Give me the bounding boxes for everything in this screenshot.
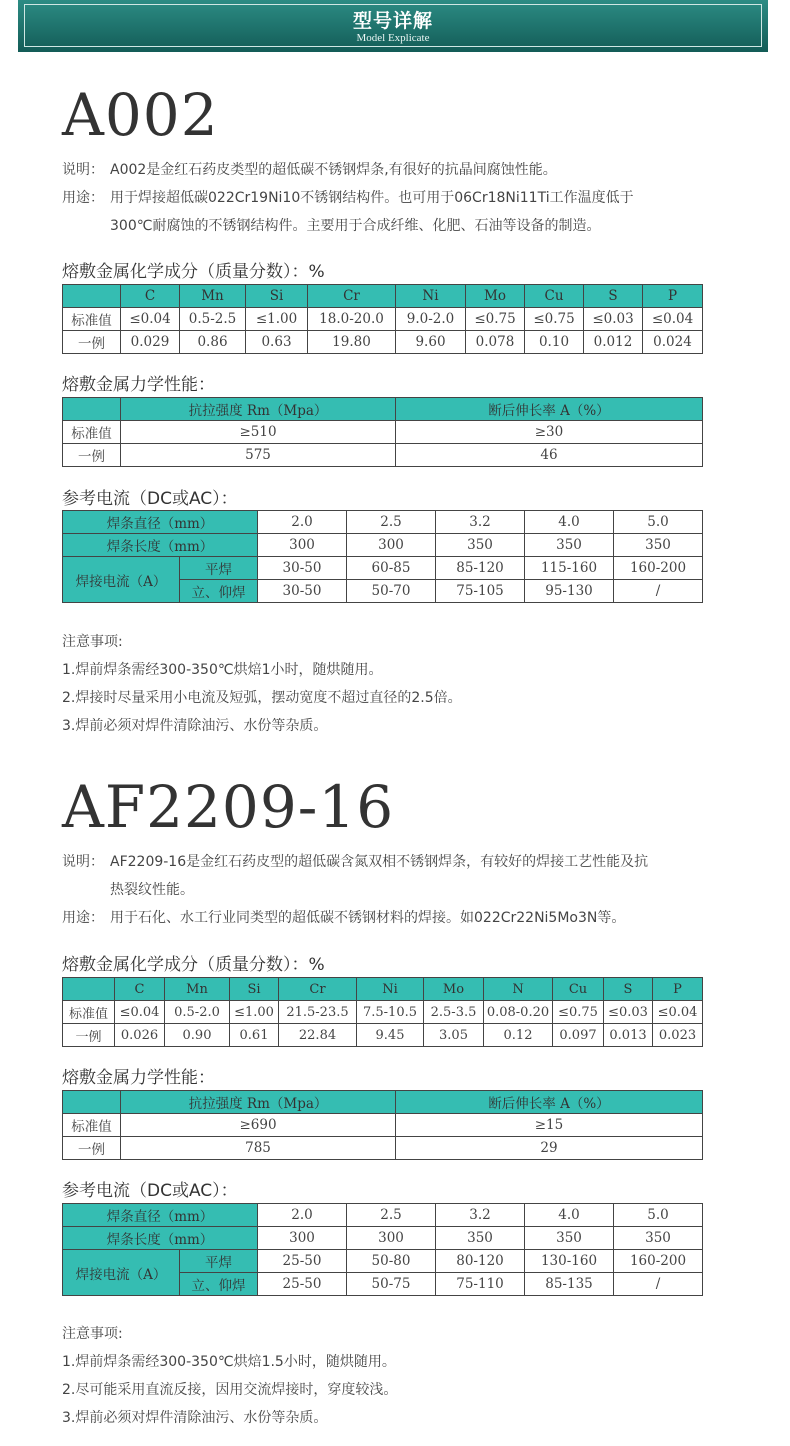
current-cell: 5.0 <box>614 511 703 534</box>
chem-header: C <box>121 285 180 308</box>
mech-table <box>62 1090 703 1160</box>
mech-header-row <box>63 1091 703 1114</box>
chem-cell: ≤0.75 <box>466 308 525 331</box>
current-title: 参考电流（DC或AC）： <box>62 489 238 509</box>
chem-cell: 9.0-2.0 <box>396 308 466 331</box>
chem-header: Mo <box>466 285 525 308</box>
chem-cell: 0.63 <box>246 331 308 354</box>
chem-table <box>62 284 703 354</box>
chem-header: Mn <box>165 978 230 1001</box>
current-cell: 350 <box>525 1227 614 1250</box>
chem-header: P <box>653 978 703 1001</box>
chem-cell: 一例 <box>63 1024 115 1047</box>
chem-cell: 0.078 <box>466 331 525 354</box>
chem-cell: 标准值 <box>63 1001 115 1024</box>
current-cell: 3.2 <box>436 1204 525 1227</box>
mech-header: 断后伸长率 A（%） <box>396 1091 703 1114</box>
notes <box>62 1320 397 1432</box>
current-cell: 160-200 <box>614 1250 703 1273</box>
table-row <box>63 444 703 467</box>
mech-cell: 29 <box>396 1137 703 1160</box>
chem-header-row <box>63 285 703 308</box>
table-row <box>63 331 703 354</box>
notes-title: 注意事项: <box>62 634 123 650</box>
chem-cell: 0.5-2.0 <box>165 1001 230 1024</box>
current-cell: / <box>614 580 703 603</box>
use-label: 用途： <box>62 190 104 206</box>
mech-cell: ≥15 <box>396 1114 703 1137</box>
chem-cell: 0.90 <box>165 1024 230 1047</box>
current-cell: 4.0 <box>525 511 614 534</box>
current-cell: 350 <box>436 534 525 557</box>
current-cell: 350 <box>614 534 703 557</box>
current-cell: 300 <box>258 534 347 557</box>
chem-cell: ≤1.00 <box>246 308 308 331</box>
chem-cell: ≤0.04 <box>121 308 180 331</box>
section-banner <box>18 0 768 52</box>
use-text-2: 300℃耐腐蚀的不锈钢结构件。主要用于合成纤维、化肥、石油等设备的制造。 <box>110 218 601 234</box>
current-cell: 350 <box>436 1227 525 1250</box>
note-item: 3.焊前必须对焊件清除油污、水份等杂质。 <box>62 1410 328 1426</box>
chem-cell: 9.60 <box>396 331 466 354</box>
chem-header <box>63 285 121 308</box>
desc-label: 说明： <box>62 162 104 178</box>
mech-cell: 46 <box>396 444 703 467</box>
chem-cell: 一例 <box>63 331 121 354</box>
desc-text: A002是金红石药皮类型的超低碳不锈钢焊条,有很好的抗晶间腐蚀性能。 <box>110 162 557 178</box>
table-row <box>63 1001 703 1024</box>
current-cell: 50-75 <box>347 1273 436 1296</box>
mech-cell: ≥510 <box>121 421 396 444</box>
note-item: 1.焊前焊条需经300-350℃烘焙1.5小时，随烘随用。 <box>62 1354 396 1370</box>
table-row <box>63 557 703 580</box>
current-row-label: 焊接电流（A） <box>63 557 180 603</box>
table-row <box>63 1204 703 1227</box>
chem-header: Cr <box>279 978 357 1001</box>
current-row-label: 焊条直径（mm） <box>63 511 258 534</box>
chem-header: C <box>115 978 165 1001</box>
current-sub-label: 立、仰焊 <box>180 580 258 603</box>
chem-header: Mo <box>424 978 484 1001</box>
current-cell: 300 <box>258 1227 347 1250</box>
current-cell: 350 <box>525 534 614 557</box>
chem-title: 熔敷金属化学成分（质量分数）：% <box>62 955 325 975</box>
chem-cell: 0.5-2.5 <box>180 308 246 331</box>
mech-cell: 标准值 <box>63 421 121 444</box>
chem-header: S <box>584 285 643 308</box>
current-cell: 300 <box>347 534 436 557</box>
mech-cell: 一例 <box>63 444 121 467</box>
product-model-a002: A002 <box>62 81 219 149</box>
current-cell: 95-130 <box>525 580 614 603</box>
chem-cell: 0.61 <box>230 1024 279 1047</box>
chem-cell: 19.80 <box>308 331 396 354</box>
current-row-label: 焊条长度（mm） <box>63 1227 258 1250</box>
chem-cell: ≤0.04 <box>115 1001 165 1024</box>
current-cell: 3.2 <box>436 511 525 534</box>
current-cell: 30-50 <box>258 580 347 603</box>
current-sub-label: 平焊 <box>180 1250 258 1273</box>
current-cell: 5.0 <box>614 1204 703 1227</box>
product-description <box>62 156 634 240</box>
use-label: 用途： <box>62 910 104 926</box>
chem-cell: 0.10 <box>525 331 584 354</box>
chem-header: Si <box>246 285 308 308</box>
chem-cell: ≤1.00 <box>230 1001 279 1024</box>
desc-text: AF2209-16是金红石药皮型的超低碳含氮双相不锈钢焊条，有较好的焊接工艺性能及抗 <box>110 854 649 870</box>
current-cell: 75-110 <box>436 1273 525 1296</box>
chem-cell: 0.023 <box>653 1024 703 1047</box>
mech-cell: ≥690 <box>121 1114 396 1137</box>
chem-cell: ≤0.75 <box>525 308 584 331</box>
mech-cell: 一例 <box>63 1137 121 1160</box>
chem-cell: ≤0.04 <box>653 1001 703 1024</box>
current-cell: 2.0 <box>258 511 347 534</box>
mech-cell: ≥30 <box>396 421 703 444</box>
chem-cell: 22.84 <box>279 1024 357 1047</box>
table-row <box>63 308 703 331</box>
current-cell: 50-70 <box>347 580 436 603</box>
chem-cell: 0.029 <box>121 331 180 354</box>
current-cell: 130-160 <box>525 1250 614 1273</box>
chem-cell: ≤0.75 <box>553 1001 604 1024</box>
mech-header: 抗拉强度 Rm（Mpa） <box>121 1091 396 1114</box>
mech-header-row <box>63 398 703 421</box>
current-cell: 50-80 <box>347 1250 436 1273</box>
desc-text-2: 热裂纹性能。 <box>110 882 194 898</box>
chem-cell: 0.097 <box>553 1024 604 1047</box>
table-row <box>63 511 703 534</box>
table-row <box>63 1114 703 1137</box>
chem-table <box>62 977 703 1047</box>
chem-cell: 3.05 <box>424 1024 484 1047</box>
current-row-label: 焊条直径（mm） <box>63 1204 258 1227</box>
notes <box>62 628 462 740</box>
chem-header-row <box>63 978 703 1001</box>
chem-header: Ni <box>396 285 466 308</box>
current-title: 参考电流（DC或AC）： <box>62 1181 238 1201</box>
table-row <box>63 1250 703 1273</box>
current-cell: 2.5 <box>347 1204 436 1227</box>
chem-cell: 0.08-0.20 <box>484 1001 553 1024</box>
chem-cell: 18.0-20.0 <box>308 308 396 331</box>
mech-cell: 785 <box>121 1137 396 1160</box>
chem-cell: 2.5-3.5 <box>424 1001 484 1024</box>
notes-title: 注意事项: <box>62 1326 123 1342</box>
chem-cell: 0.86 <box>180 331 246 354</box>
use-text-1: 用于石化、水工行业同类型的超低碳不锈钢材料的焊接。如022Cr22Ni5Mo3N等。 <box>110 910 626 926</box>
current-sub-label: 立、仰焊 <box>180 1273 258 1296</box>
current-row-label: 焊接电流（A） <box>63 1250 180 1296</box>
chem-cell: 0.013 <box>604 1024 653 1047</box>
current-table <box>62 510 703 603</box>
current-cell: 85-120 <box>436 557 525 580</box>
mech-header: 抗拉强度 Rm（Mpa） <box>121 398 396 421</box>
current-cell: 30-50 <box>258 557 347 580</box>
mech-title: 熔敷金属力学性能： <box>62 1068 215 1088</box>
use-text-1: 用于焊接超低碳022Cr19Ni10不锈钢结构件。也可用于06Cr18Ni11Ti工作温度低于 <box>110 190 634 206</box>
mech-header: 断后伸长率 A（%） <box>396 398 703 421</box>
current-cell: 75-105 <box>436 580 525 603</box>
chem-header <box>63 978 115 1001</box>
note-item: 1.焊前焊条需经300-350℃烘焙1小时，随烘随用。 <box>62 662 383 678</box>
mech-header <box>63 1091 121 1114</box>
chem-cell: 标准值 <box>63 308 121 331</box>
current-cell: 80-120 <box>436 1250 525 1273</box>
current-cell: 85-135 <box>525 1273 614 1296</box>
mech-cell: 575 <box>121 444 396 467</box>
desc-label: 说明： <box>62 854 104 870</box>
note-item: 2.尽可能采用直流反接，因用交流焊接时，穿度较浅。 <box>62 1382 398 1398</box>
chem-cell: ≤0.03 <box>604 1001 653 1024</box>
chem-header: Cu <box>525 285 584 308</box>
chem-title: 熔敷金属化学成分（质量分数）：% <box>62 262 325 282</box>
chem-cell: 0.012 <box>584 331 643 354</box>
product-model-af2209: AF2209-16 <box>62 773 395 841</box>
current-cell: 160-200 <box>614 557 703 580</box>
current-sub-label: 平焊 <box>180 557 258 580</box>
mech-table <box>62 397 703 467</box>
mech-header <box>63 398 121 421</box>
banner-subtitle: Model Explicate <box>356 32 430 44</box>
chem-cell: ≤0.04 <box>643 308 703 331</box>
chem-cell: 0.12 <box>484 1024 553 1047</box>
note-item: 2.焊接时尽量采用小电流及短弧，摆动宽度不超过直径的2.5倍。 <box>62 690 462 706</box>
chem-header: S <box>604 978 653 1001</box>
chem-cell: 7.5-10.5 <box>357 1001 424 1024</box>
current-cell: 300 <box>347 1227 436 1250</box>
chem-cell: 9.45 <box>357 1024 424 1047</box>
chem-cell: 0.026 <box>115 1024 165 1047</box>
note-item: 3.焊前必须对焊件清除油污、水份等杂质。 <box>62 718 328 734</box>
chem-cell: 0.024 <box>643 331 703 354</box>
chem-header: Ni <box>357 978 424 1001</box>
banner-title: 型号详解 <box>352 10 433 32</box>
current-cell: / <box>614 1273 703 1296</box>
current-cell: 115-160 <box>525 557 614 580</box>
mech-title: 熔敷金属力学性能： <box>62 375 215 395</box>
current-cell: 60-85 <box>347 557 436 580</box>
current-cell: 2.0 <box>258 1204 347 1227</box>
mech-cell: 标准值 <box>63 1114 121 1137</box>
chem-header: Cr <box>308 285 396 308</box>
table-row <box>63 534 703 557</box>
chem-cell: ≤0.03 <box>584 308 643 331</box>
chem-header: Mn <box>180 285 246 308</box>
chem-cell: 21.5-23.5 <box>279 1001 357 1024</box>
current-row-label: 焊条长度（mm） <box>63 534 258 557</box>
table-row <box>63 1227 703 1250</box>
current-cell: 2.5 <box>347 511 436 534</box>
table-row <box>63 421 703 444</box>
product-description <box>62 848 648 932</box>
current-cell: 350 <box>614 1227 703 1250</box>
chem-header: N <box>484 978 553 1001</box>
chem-header: Si <box>230 978 279 1001</box>
current-cell: 4.0 <box>525 1204 614 1227</box>
current-cell: 25-50 <box>258 1250 347 1273</box>
table-row <box>63 1024 703 1047</box>
chem-header: P <box>643 285 703 308</box>
table-row <box>63 1137 703 1160</box>
current-cell: 25-50 <box>258 1273 347 1296</box>
chem-header: Cu <box>553 978 604 1001</box>
current-table <box>62 1203 703 1296</box>
